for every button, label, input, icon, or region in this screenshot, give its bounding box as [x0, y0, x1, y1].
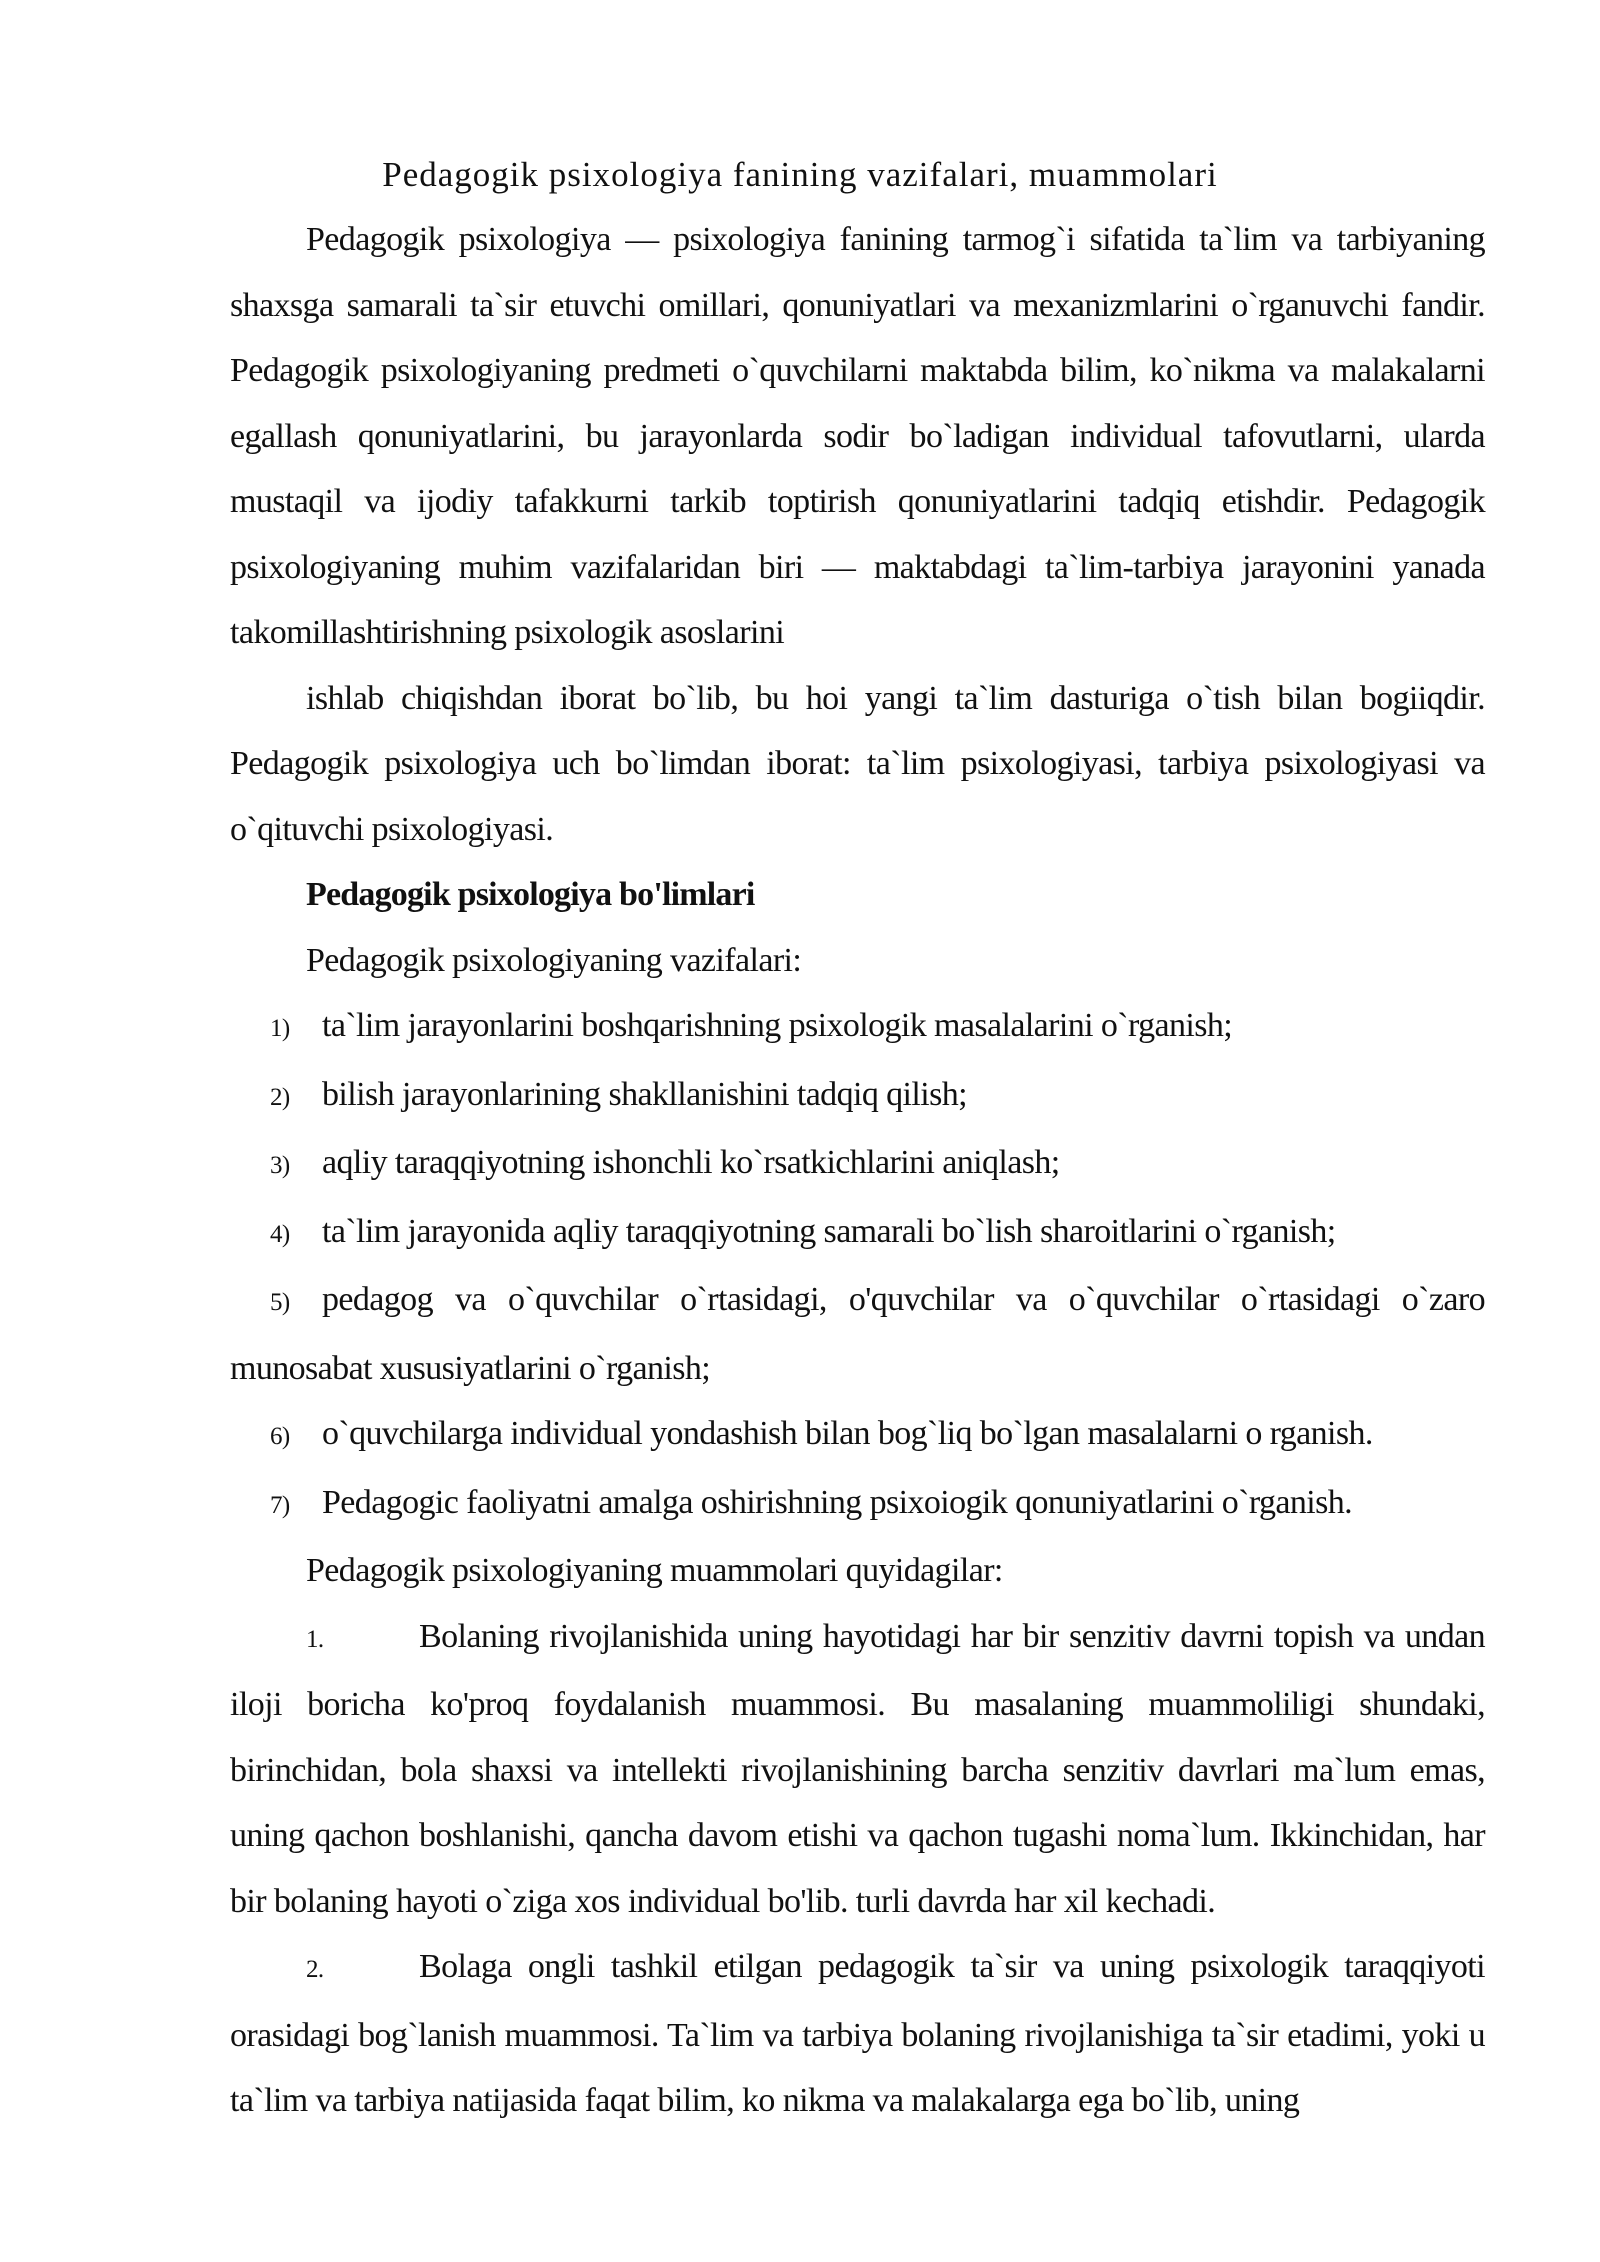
- problem-text: Bolaga ongli tashkil etilgan pedagogik ta`sir va uning psixologik taraqqiyoti orasidagi bog`lanish muammosi. Ta`lim va tarbiya bolaning rivojlanishiga ta`sir etadimi, yoki u ta`lim va tarbiya natijasida faqat bilim, ko nikma va malakalarga ega bo`lib, uning: [230, 1948, 1485, 2119]
- task-text: Pedagogic faoliyatni amalga oshirishning psixoiogik qonuniyatlarini o`rganish.: [322, 1483, 1353, 1521]
- intro-paragraph-2: ishlab chiqishdan iborat bo`lib, bu hoi yangi ta`lim dasturiga o`tish bilan bogiiqdir. Pedagogik psixologiya uch bo`limdan iborat: ta`lim psixologiyasi, tarbiya psixologiyasi va o`qituvchi psixologiyasi.: [230, 679, 1485, 848]
- task-item-5: [230, 1267, 1485, 1401]
- problem-number: 2.: [306, 1956, 324, 1983]
- sections-heading: Pedagogik psixologiya bo'limlari: [306, 876, 755, 913]
- task-number: 2): [270, 1083, 290, 1111]
- problems-list: [230, 1604, 1485, 2134]
- task-item-1: [230, 993, 1485, 1062]
- task-number: 3): [270, 1152, 290, 1179]
- task-item-4: [230, 1199, 1485, 1268]
- task-text: aqliy taraqqiyotning ishonchli ko`rsatkichlarini aniqlash;: [322, 1144, 1060, 1181]
- task-text: o`quvchilarga individual yondashish bilan bog`liq bo`lgan masalalarni o rganish.: [322, 1415, 1373, 1452]
- task-number: 5): [270, 1289, 290, 1316]
- task-item-6: [230, 1401, 1485, 1470]
- document-title: Pedagogik psixologiya fanining vazifalari, muammolari: [382, 155, 1218, 194]
- problem-item-2: [230, 1934, 1485, 2134]
- task-text: ta`lim jarayonlarini boshqarishning psixologik masalalarini o`rganish;: [322, 1007, 1233, 1044]
- task-number: 1): [270, 1015, 290, 1042]
- intro-paragraph-1: Pedagogik psixologiya — psixologiya fanining tarmog`i sifatida ta`lim va tarbiyaning shaxsga samarali ta`sir etuvchi omillari, qonuniyatlari va mexanizmlarini o`rganuvchi fandir. Pedagogik psixologiyaning predmeti o`quvchilarni maktabda bilim, ko`nikma va malakalarni egallash qonuniyatlarini, bu jarayonlarda sodir bo`ladigan individual tafovutlarni, ularda mustaqil va ijodiy tafakkurni tarkib toptirish qonuniyatlarini tadqiq etishdir. Pedagogik psixologiyaning muhim vazifalaridan biri — maktabdagi ta`lim-tarbiya jarayonini yanada takomillashtirishning psixologik asoslarini: [230, 221, 1485, 651]
- document-body: [230, 207, 1485, 2134]
- task-text: pedagog va o`quvchilar o`rtasidagi, o'quvchilar va o`quvchilar o`rtasidagi o`zaro munosabat xususiyatlarini o`rganish;: [230, 1281, 1485, 1387]
- tasks-heading: Pedagogik psixologiyaning vazifalari:: [306, 941, 802, 979]
- task-item-3: [230, 1130, 1485, 1199]
- task-text: bilish jarayonlarining shakllanishini tadqiq qilish;: [322, 1075, 967, 1113]
- task-text: ta`lim jarayonida aqliy taraqqiyotning samarali bo`lish sharoitlarini o`rganish;: [322, 1212, 1336, 1250]
- tasks-list: [230, 993, 1485, 1538]
- problem-number: 1.: [306, 1625, 324, 1653]
- task-item-7: [230, 1470, 1485, 1539]
- task-number: 7): [270, 1491, 290, 1519]
- problem-item-1: [230, 1604, 1485, 1935]
- task-number: 4): [270, 1220, 290, 1248]
- task-item-2: [230, 1062, 1485, 1131]
- problem-text: Bolaning rivojlanishida uning hayotidagi har bir senzitiv davrni topish va undan iloji boricha ko'proq foydalanish muammosi. Bu masalaning muammoliligi shundaki, birinchidan, bola shaxsi va intellekti rivojlanishining barcha senzitiv davrlari ma`lum emas, uning qachon boshlanishi, qancha davom etishi va qachon tugashi noma`lum. Ikkinchidan, har bir bolaning hayoti o`ziga xos individual bo'lib. turli davrda har xil kechadi.: [230, 1617, 1485, 1920]
- task-number: 6): [270, 1423, 290, 1450]
- problems-heading: Pedagogik psixologiyaning muammolari quyidagilar:: [306, 1552, 1003, 1589]
